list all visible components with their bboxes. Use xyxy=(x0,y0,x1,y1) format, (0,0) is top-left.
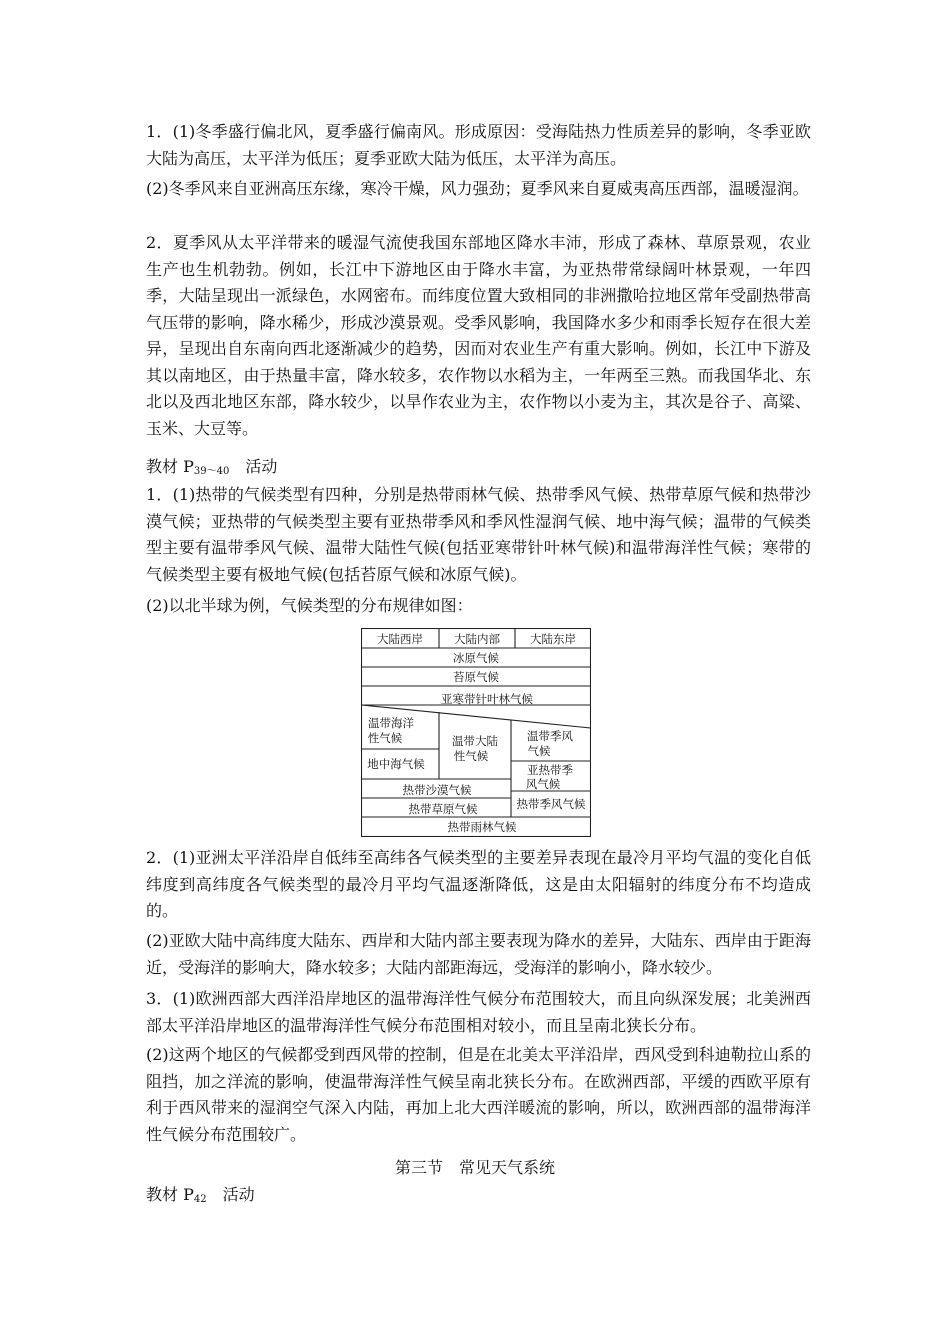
paragraph-8: 3．(1)欧洲西部大西洋沿岸地区的温带海洋性气候分布范围较大，而且向纵深发展；北美洲西部太平洋沿岸地区的温带海洋性气候分布范围相对较小，而且呈南北狭长分布。 xyxy=(146,989,811,1035)
section-heading: 第三节 常见天气系统 xyxy=(394,1158,555,1177)
paragraph-5: (2)以北半球为例，气候类型的分布规律如图： xyxy=(146,596,473,615)
band-ice-cap: 冰原气候 xyxy=(453,651,499,665)
zone-temperate-continental-line1: 温带大陆 xyxy=(452,734,498,748)
band-tropical-rainforest: 热带雨林气候 xyxy=(447,820,517,834)
band-subarctic: 亚寒带针叶林气候 xyxy=(441,692,533,706)
zone-subtropical-monsoon-line2: 风气候 xyxy=(525,777,561,791)
diagram-header-east: 大陆东岸 xyxy=(530,632,576,646)
paragraph-6: 2．(1)亚洲太平洋沿岸自低纬至高纬各气候类型的主要差异表现在最冷月平均气温的变化自低纬度到高纬度各气候类型的最冷月平均气温逐渐降低，这是由太阳辐射的纬度分布不均造成的。 xyxy=(146,848,811,920)
paragraph-7: (2)亚欧大陆中高纬度大陆东、西岸和大陆内部主要表现为降水的差异，大陆东、西岸由于距海近，受海洋的影响大，降水较多；大陆内部距海远，受海洋的影响小，降水较少。 xyxy=(146,931,811,977)
textbook-ref-2: 教材 $P_{42}$ 活动 xyxy=(146,1185,255,1205)
paragraph-3: 2．夏季风从太平洋带来的暖湿气流使我国东部地区降水丰沛，形成了森林、草原景观，农业生产也生机勃勃。例如，长江中下游地区由于降水丰富，为亚热带常绿阔叶林景观，一年四季，大陆呈现出一派绿色，水网密布。而纬度位置大致相同的非洲撒哈拉地区常年受副热带高气压带的影响，降水稀少，形成沙漠景观。受季风影响，我国降水多少和雨季长短存在很大差异，呈现出自东南向西北逐渐减少的趋势，因而对农业生产有重大影响。例如，长江中下游及其以南地区，由于热量丰富，降水较多，农作物以水稻为主，一年两至三熟。而我国华北、东北以及西北地区东部，降水较少，以旱作农业为主，农作物以小麦为主，其次是谷子、高粱、玉米、大豆等。 xyxy=(146,233,811,438)
zone-temperate-monsoon-line2: 气候 xyxy=(527,744,551,758)
diagram-header-interior: 大陆内部 xyxy=(454,632,500,646)
zone-tropical-desert: 热带沙漠气候 xyxy=(402,783,472,797)
zone-temperate-monsoon-line1: 温带季风 xyxy=(527,729,573,743)
climate-distribution-diagram xyxy=(361,628,591,837)
zone-temperate-marine-line1: 温带海洋 xyxy=(368,716,414,730)
zone-temperate-marine-line2: 性气候 xyxy=(367,731,403,745)
zone-mediterranean: 地中海气候 xyxy=(367,757,425,771)
paragraph-1: 1．(1)冬季盛行偏北风，夏季盛行偏南风。形成原因：受海陆热力性质差异的影响，冬季亚欧大陆为高压，太平洋为低压；夏季亚欧大陆为低压，太平洋为高压。 xyxy=(146,122,811,168)
zone-tropical-monsoon: 热带季风气候 xyxy=(516,797,586,811)
textbook-ref-1: 教材 $P_{39\sim 40}$ 活动 xyxy=(146,457,278,477)
paragraph-2: (2)冬季风来自亚洲高压东缘，寒冷干燥，风力强劲；夏季风来自夏威夷高压西部，温暖湿润。 xyxy=(146,179,809,198)
paragraph-4: 1．(1)热带的气候类型有四种，分别是热带雨林气候、热带季风气候、热带草原气候和热带沙漠气候；亚热带的气候类型主要有亚热带季风和季风性湿润气候、地中海气候；温带的气候类型主要有温带季风气候、温带大陆性气候(包括亚寒带针叶林气候)和温带海洋性气候；寒带的气候类型主要有极地气候(包括苔原气候和冰原气候)。 xyxy=(146,485,811,584)
band-tundra: 苔原气候 xyxy=(453,670,499,684)
diagram-header-west: 大陆西岸 xyxy=(377,632,423,646)
paragraph-9: (2)这两个地区的气候都受到西风带的控制，但是在北美太平洋沿岸，西风受到科迪勒拉山系的阻挡，加之洋流的影响，使温带海洋性气候呈南北狭长分布。在欧洲西部，平缓的西欧平原有利于西风带来的湿润空气深入内陆，再加上北大西洋暖流的影响，所以，欧洲西部的温带海洋性气候分布范围较广。 xyxy=(146,1045,811,1144)
zone-subtropical-monsoon-line1: 亚热带季 xyxy=(527,763,573,777)
zone-temperate-continental-line2: 性气候 xyxy=(453,749,489,763)
zone-tropical-savanna: 热带草原气候 xyxy=(408,802,478,816)
